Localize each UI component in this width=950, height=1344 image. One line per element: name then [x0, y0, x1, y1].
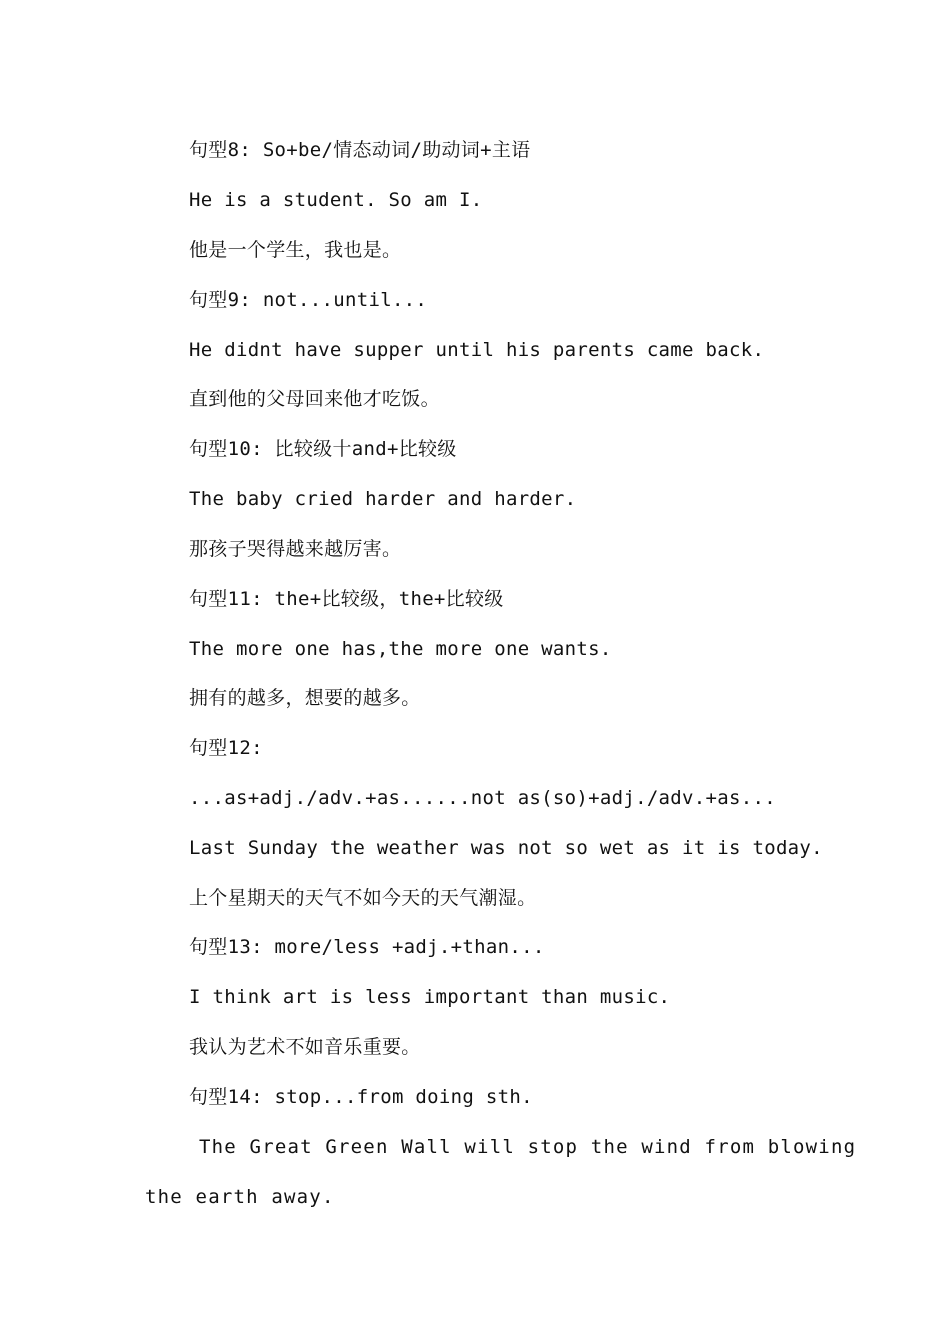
pattern-12-example-zh: 上个星期天的天气不如今天的天气潮湿。: [189, 887, 537, 909]
pattern-11-example-zh: 拥有的越多，想要的越多。: [189, 687, 421, 709]
pattern-13-example-zh: 我认为艺术不如音乐重要。: [189, 1036, 421, 1058]
pattern-9-example-zh: 直到他的父母回来他才吃饭。: [189, 388, 440, 410]
pattern-10-heading: 句型10: 比较级十and+比较级: [189, 438, 457, 460]
pattern-10-example-zh: 那孩子哭得越来越厉害。: [189, 538, 402, 560]
pattern-13-heading: 句型13: more/less +adj.+than...: [189, 936, 545, 958]
pattern-9-example-en: He didnt have supper until his parents came back.: [189, 339, 765, 361]
pattern-12-example-en: Last Sunday the weather was not so wet as it is today.: [189, 837, 823, 859]
pattern-10-example-en: The baby cried harder and harder.: [189, 488, 577, 510]
pattern-11-heading: 句型11: the+比较级，the+比较级: [189, 588, 504, 610]
pattern-9-heading: 句型9: not...until...: [189, 289, 428, 311]
pattern-14-heading: 句型14: stop...from doing sth.: [189, 1086, 533, 1108]
pattern-8-example-en: He is a student. So am I.: [189, 189, 483, 211]
pattern-11-example-en: The more one has,the more one wants.: [189, 638, 612, 660]
pattern-12-heading: 句型12:: [189, 737, 263, 759]
pattern-13-example-en: I think art is less important than music.: [189, 986, 671, 1008]
pattern-8-heading: 句型8: So+be/情态动词/助动词+主语: [189, 139, 531, 161]
pattern-14-example-en-line2: the earth away.: [145, 1186, 335, 1208]
pattern-14-example-en-line1: The Great Green Wall will stop the wind from blowing: [199, 1136, 857, 1158]
pattern-8-example-zh: 他是一个学生，我也是。: [189, 239, 402, 261]
pattern-12-formula: ...as+adj./adv.+as......not as(so)+adj./adv.+as...: [189, 787, 776, 809]
